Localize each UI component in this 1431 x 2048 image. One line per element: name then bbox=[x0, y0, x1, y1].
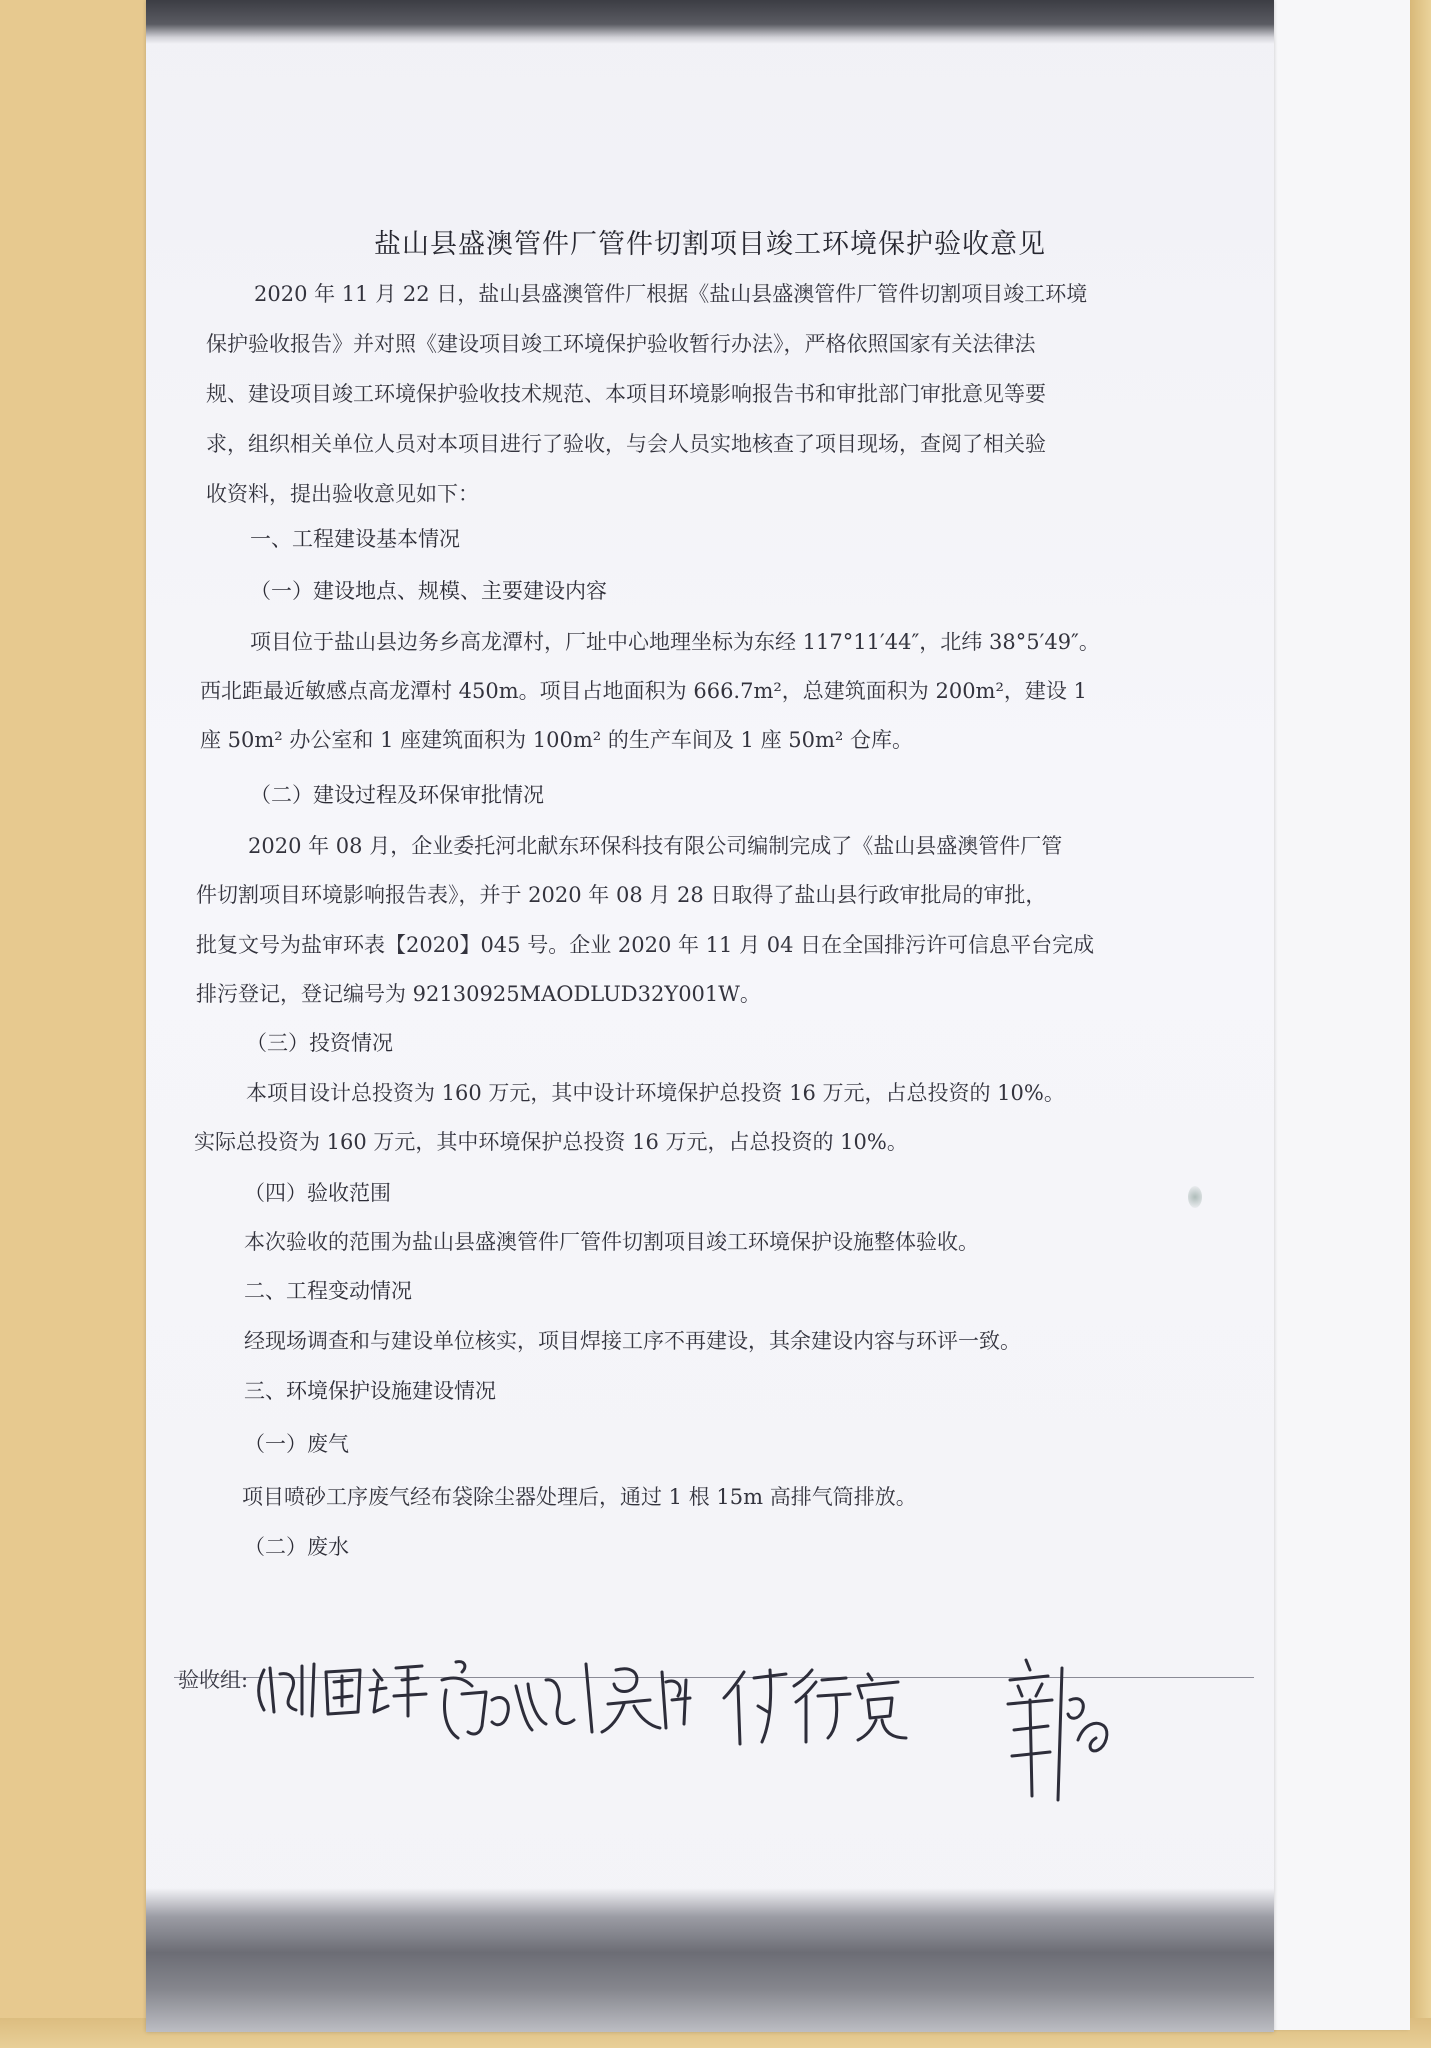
paragraph-line: 经现场调查和与建设单位核实，项目焊接工序不再建设，其余建设内容与环评一致。 bbox=[244, 1329, 1021, 1353]
paragraph-line: 本项目设计总投资为 160 万元，其中设计环境保护总投资 16 万元，占总投资的 10%。 bbox=[246, 1081, 1065, 1105]
paragraph-line: 规、建设项目竣工环境保护验收技术规范、本项目环境影响报告书和审批部门审批意见等要 bbox=[206, 382, 1046, 406]
paragraph-line: 座 50m² 办公室和 1 座建筑面积为 100m² 的生产车间及 1 座 50m² 仓库。 bbox=[200, 728, 913, 752]
paragraph-line: 求，组织相关单位人员对本项目进行了验收，与会人员实地核查了项目现场，查阅了相关验 bbox=[206, 432, 1046, 456]
document-title: 盐山县盛澳管件厂管件切割项目竣工环境保护验收意见 bbox=[374, 229, 1046, 260]
paragraph-line: 收资料，提出验收意见如下： bbox=[206, 482, 479, 506]
paragraph-line: 实际总投资为 160 万元，其中环境保护总投资 16 万元，占总投资的 10%。 bbox=[194, 1130, 908, 1154]
subsection-heading: （二）建设过程及环保审批情况 bbox=[250, 783, 544, 807]
section-heading: 三、环境保护设施建设情况 bbox=[244, 1379, 496, 1403]
subsection-heading: （一）废气 bbox=[244, 1432, 349, 1456]
desk-surface-right bbox=[1407, 0, 1431, 2048]
bottom-shadow bbox=[146, 1888, 1274, 2032]
paragraph-line: 西北距最近敏感点高龙潭村 450m。项目占地面积为 666.7m²，总建筑面积为 200m²，建设 1 bbox=[200, 679, 1087, 703]
section-heading: 一、工程建设基本情况 bbox=[250, 527, 460, 551]
paragraph-line: 保护验收报告》并对照《建设项目竣工环境保护验收暂行办法》，严格依照国家有关法律法 bbox=[206, 332, 1036, 356]
document-page bbox=[146, 0, 1274, 2032]
paragraph-line: 本次验收的范围为盐山县盛澳管件厂管件切割项目竣工环境保护设施整体验收。 bbox=[244, 1230, 979, 1254]
paragraph-line: 项目位于盐山县边务乡高龙潭村，厂址中心地理坐标为东经 117°11′44″，北纬 38°5′49″。 bbox=[250, 630, 1100, 654]
signature-2 bbox=[442, 1662, 690, 1738]
ink-smudge bbox=[1188, 1186, 1202, 1208]
signature-4 bbox=[1008, 1660, 1107, 1800]
paragraph-line: 排污登记，登记编号为 92130925MAODLUD32Y001W。 bbox=[196, 982, 761, 1006]
signature-1 bbox=[259, 1664, 426, 1716]
signature-label: 验收组: bbox=[178, 1668, 249, 1692]
section-heading: 二、工程变动情况 bbox=[244, 1279, 412, 1303]
underlying-sheet bbox=[1265, 0, 1410, 2030]
subsection-heading: （一）建设地点、规模、主要建设内容 bbox=[250, 579, 607, 603]
paragraph-line: 件切割项目环境影响报告表》，并于 2020 年 08 月 28 日取得了盐山县行政审批局的审批， bbox=[196, 883, 1047, 907]
paragraph-line: 2020 年 08 月，企业委托河北献东环保科技有限公司编制完成了《盐山县盛澳管件厂管 bbox=[248, 834, 1063, 858]
paragraph-line: 项目喷砂工序废气经布袋除尘器处理后，通过 1 根 15m 高排气筒排放。 bbox=[242, 1485, 917, 1509]
document-body bbox=[146, 0, 1274, 2032]
subsection-heading: （二）废水 bbox=[244, 1535, 349, 1559]
signature-3 bbox=[724, 1670, 906, 1744]
paragraph-line: 批复文号为盐审环表【2020】045 号。企业 2020 年 11 月 04 日在全国排污许可信息平台完成 bbox=[196, 933, 1095, 957]
subsection-heading: （四）验收范围 bbox=[244, 1181, 391, 1205]
subsection-heading: （三）投资情况 bbox=[246, 1031, 393, 1055]
paragraph-line: 2020 年 11 月 22 日，盐山县盛澳管件厂根据《盐山县盛澳管件厂管件切割项目竣工环境 bbox=[254, 282, 1088, 306]
handwritten-signatures bbox=[146, 1620, 1274, 1830]
